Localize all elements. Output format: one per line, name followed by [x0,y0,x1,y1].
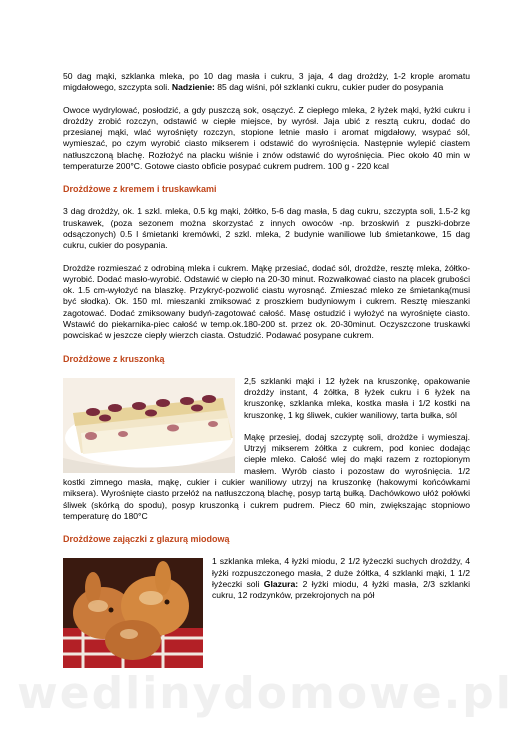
plum-cake-photo [63,378,235,473]
document-body [63,71,470,670]
filling-text: 85 dag wiśni, pół szklanki cukru, cukier puder do posypania [214,82,444,93]
intro-method: Owoce wydrylować, posłodzić, a gdy puszczą sok, osączyć. Z ciepłego mleka, 2 łyżek mąki, łyżki cukru i drożdży zrobić rozczyn, odstawić w ciepłe miejsce, by wyrósł. Jaja ubić z resztą cukru, dodać do przesianej mąki, wlać wyrośnięty rozczyn, stopione letnie masło i aromat migdałowy, wsypać sól, wymieszać, po czym wyrobić ciasto mikserem i odstawić do wyrośnięcia. Następnie wylepić ciastem natłuszczoną blachę. Rozłożyć na placku wiśnie i znów odstawić do wyrośnięcia. Piec około 40 min w temperaturze 200°C. Gotowe ciasto obficie posypać cukrem pudrem. 100 g - 220 kcal [63,104,470,172]
recipe4-title: Drożdżowe zajączki z glazurą miodową [63,534,230,545]
recipe2-method: Drożdże rozmieszać z odrobiną mleka i cukrem. Mąkę przesiać, dodać sól, drożdże, resztę mleka, żółtko- wyrobić. Dodać masło-wyrobić. Odstawić w ciepło na 20-30 minut. Rozwałkować ciasto na placek grubości ok. 1.5 cm-wyłożyć na blaszkę. Przykryć-pozwolić ciastu wyrosnąć. Zmieszać mleko ze śmietanką(musi być słodka). Ok. 150 ml. mieszanki zmiksować z proszkiem budyniowym i cukrem. Resztę mieszanki zagotować. Dodać zmiksowany budyń-zagotować całość. Masę ostudzić i wyłożyć na wyrośnięte ciasto. Wstawić do piekarnika-piec całość w temp.ok.180-200 st. przez ok. 20-30minut. Oczyszczone truskawki powciskać w jeszcze ciepły wierzch ciasta. Ostudzić. Podawać posypane cukrem. [63,262,470,341]
filling-label: Nadzienie: [171,82,215,93]
recipe2-ingredients: 3 dag drożdży, ok. 1 szkl. mleka, 0.5 kg mąki, żółtko, 5-6 dag masła, 5 dag cukru, szczypta soli, 1.5-2 kg truskawek, (poza sezonem można skorzystać z innych owoców -np. brzoskwiń z puszki-dobrze odsączonych) 0.5 l śmietanki kremówki, 2 szkl. mleka, 2 budynie waniliowe lub śmietankowe, 15 dag cukru, cukier do posypania. [63,206,470,251]
intro-ingredients-text: 50 dag mąki, szklanka mleka, po 10 dag masła i cukru, 3 jaja, 4 dag drożdży, 1-2 krople aromatu migdałowego, szczypta soli. [63,71,470,93]
glaze-label: Glazura: [263,578,299,589]
recipe3-title: Drożdżowe z kruszonką [63,353,165,364]
bunny-buns-photo [63,558,203,668]
recipe3-ingredients: 2,5 szklanki mąki i 12 łyżek na kruszonkę, opakowanie drożdży instant, 4 żółtka, 8 łyżek cukru i 6 łyżek na kruszonkę, szklanka mleka, kostka masła i 1/2 kostki na kruszonkę, 1 kg śliwek, cukier waniliowy, tarta bułka, sól [244,375,470,420]
glaze-text: 2 łyżki miodu, 4 łyżki masła, 2/3 szklanki cukru, 12 rodzynków, przekrojonych na pół [212,578,470,601]
watermark: wedlinydomowe.pl [17,668,513,719]
recipe4-ingredients-text: 1 szklanka mleka, 4 łyżki miodu, 2 1/2 łyżeczki suchych drożdży, 4 łyżki rozpuszczonego masła, 2 duże żółtka, 4 szklanki mąki, 1 1/2 łyżeczki soli [212,556,470,589]
intro-ingredients [63,71,470,94]
recipe2-title: Drożdżowe z kremem i truskawkami [63,184,217,195]
recipe3-method: Mąkę przesiej, dodaj szczyptę soli, drożdże i wymieszaj. Utrzyj mikserem żółtka z cukrem, pod koniec dodając ciepłe mleko. Całość wlej do mąki razem z roztopionym masłem. Wyrób ciasto i pozostaw do wyrośnięcia. 1/2 kostki zimnego masła, mąkę, cukier i cukier waniliowy utrzyj na kruszonkę (hakowymi końcówkami miksera). Wyrośnięte ciasto przełóż na natłuszczoną blachę, posyp tartą bułką. Dachówkowo ułóż połówki śliwek (skórką do spodu), posyp kruszonką i cukrem pudrem. Piecz 60 min, zwiększając stopniowo temperaturę do 180°C [63,431,470,521]
